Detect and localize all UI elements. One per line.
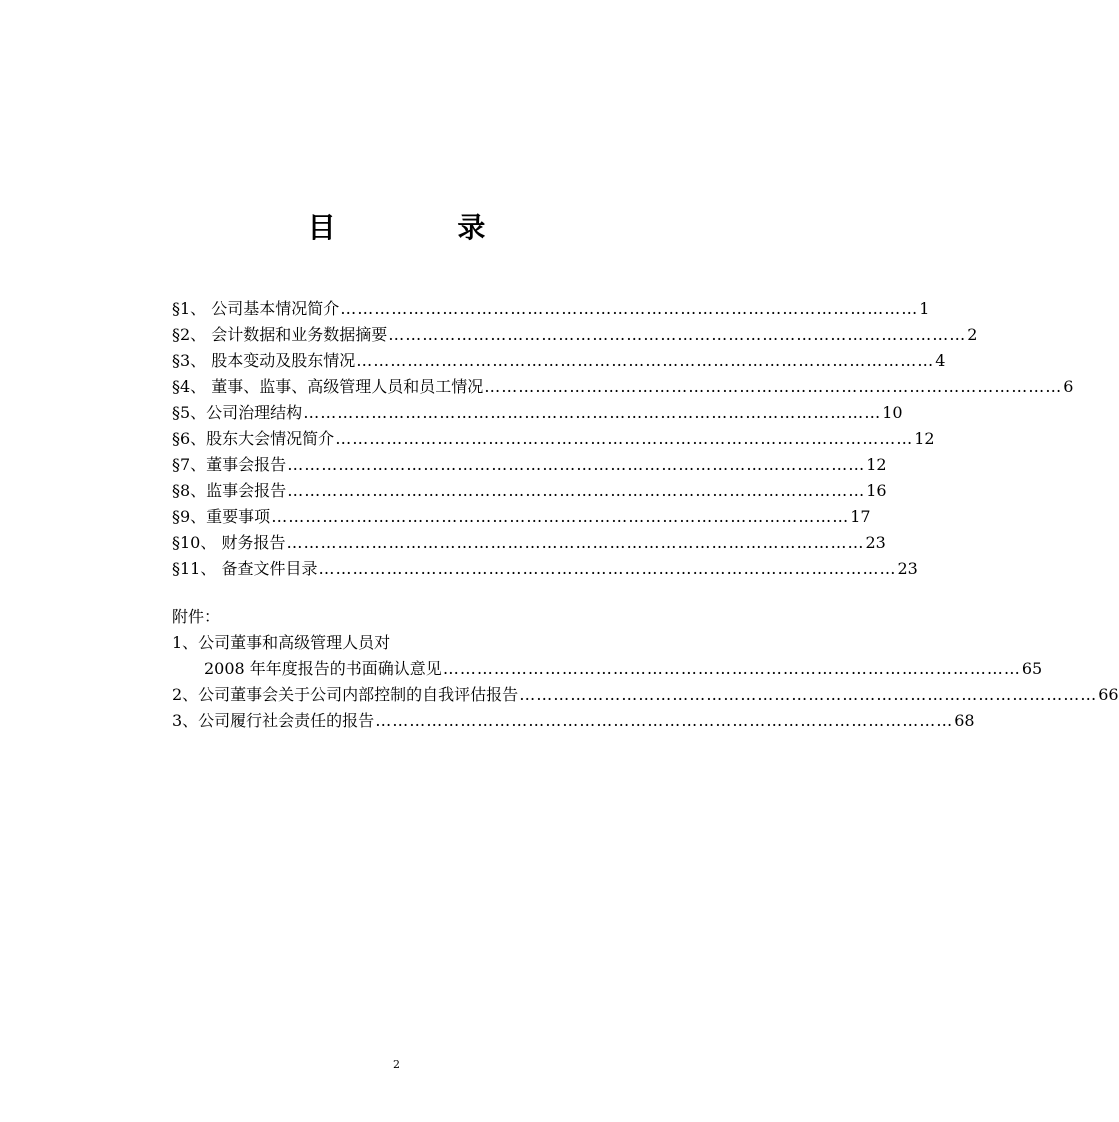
appendix-entry[interactable] [172,708,975,734]
toc-entry-label: §7、董事会报告 [172,455,287,474]
toc-entry[interactable] [172,296,930,322]
appendix-entry-page: 68 [954,711,975,730]
toc-entry-label: §10、 财务报告 [172,533,286,552]
toc-entry-label: §1、 公司基本情况简介 [172,299,340,318]
toc-entry-page: 1 [919,299,930,318]
appendix-entry-label: 2、公司董事会关于公司内部控制的自我评估报告 [172,685,519,704]
toc-entry-page: 10 [882,403,903,422]
toc-leader-dots: ………………………………………………………………………………………… [484,377,1063,396]
toc-entry[interactable] [172,348,946,374]
toc-entry-page: 12 [866,455,887,474]
appendix-entry[interactable] [172,656,1043,682]
toc-leader-dots: ………………………………………………………………………………………… [287,481,866,500]
toc-leader-dots: ………………………………………………………………………………………… [375,711,954,730]
toc-entry[interactable] [172,426,935,452]
toc-entry[interactable] [172,400,903,426]
toc-entry-page: 23 [865,533,886,552]
toc-leader-dots: ………………………………………………………………………………………… [303,403,882,422]
toc-entry-label: §4、 董事、监事、高级管理人员和员工情况 [172,377,484,396]
appendix-entry-page: 66 [1098,685,1119,704]
appendix-entry-label: 3、公司履行社会责任的报告 [172,711,375,730]
table-of-contents [172,296,1074,582]
appendix-heading: 附件： [172,607,221,626]
toc-leader-dots: ………………………………………………………………………………………… [442,659,1021,678]
page-number: 2 [393,1058,400,1071]
appendix-entry[interactable] [172,682,1119,708]
toc-entry[interactable] [172,322,978,348]
toc-entry-label: §8、监事会报告 [172,481,287,500]
toc-entry-label: §5、公司治理结构 [172,403,303,422]
appendix-entry-label: 2008 年年度报告的书面确认意见 [204,659,442,678]
toc-entry-page: 2 [967,325,978,344]
toc-entry-page: 6 [1063,377,1074,396]
appendix-entry-page: 65 [1021,659,1043,678]
toc-entry-page: 4 [935,351,946,370]
toc-leader-dots: ………………………………………………………………………………………… [356,351,935,370]
toc-entry-page: 23 [897,559,918,578]
toc-entry[interactable] [172,478,887,504]
toc-leader-dots: ………………………………………………………………………………………… [519,685,1098,704]
toc-entry-label: §2、 会计数据和业务数据摘要 [172,325,388,344]
toc-leader-dots: ………………………………………………………………………………………… [388,325,967,344]
appendix-section [172,604,1119,734]
toc-entry[interactable] [172,452,887,478]
toc-entry-label: §9、重要事项 [172,507,271,526]
toc-leader-dots: ………………………………………………………………………………………… [335,429,914,448]
toc-leader-dots: ………………………………………………………………………………………… [318,559,897,578]
toc-entry[interactable] [172,530,886,556]
toc-entry-label: §6、股东大会情况简介 [172,429,335,448]
toc-entry-label: §3、 股本变动及股东情况 [172,351,356,370]
toc-entry[interactable] [172,504,871,530]
appendix-entry-first-line: 1、公司董事和高级管理人员对 [172,633,391,652]
toc-entry[interactable] [172,556,918,582]
page-title: 目 录 [307,211,542,244]
toc-leader-dots: ………………………………………………………………………………………… [340,299,919,318]
toc-entry-page: 16 [866,481,887,500]
toc-leader-dots: ………………………………………………………………………………………… [271,507,850,526]
toc-leader-dots: ………………………………………………………………………………………… [286,533,865,552]
toc-leader-dots: ………………………………………………………………………………………… [287,455,866,474]
toc-entry-label: §11、 备查文件目录 [172,559,318,578]
toc-entry[interactable] [172,374,1074,400]
toc-entry-page: 12 [914,429,935,448]
toc-entry-page: 17 [850,507,871,526]
